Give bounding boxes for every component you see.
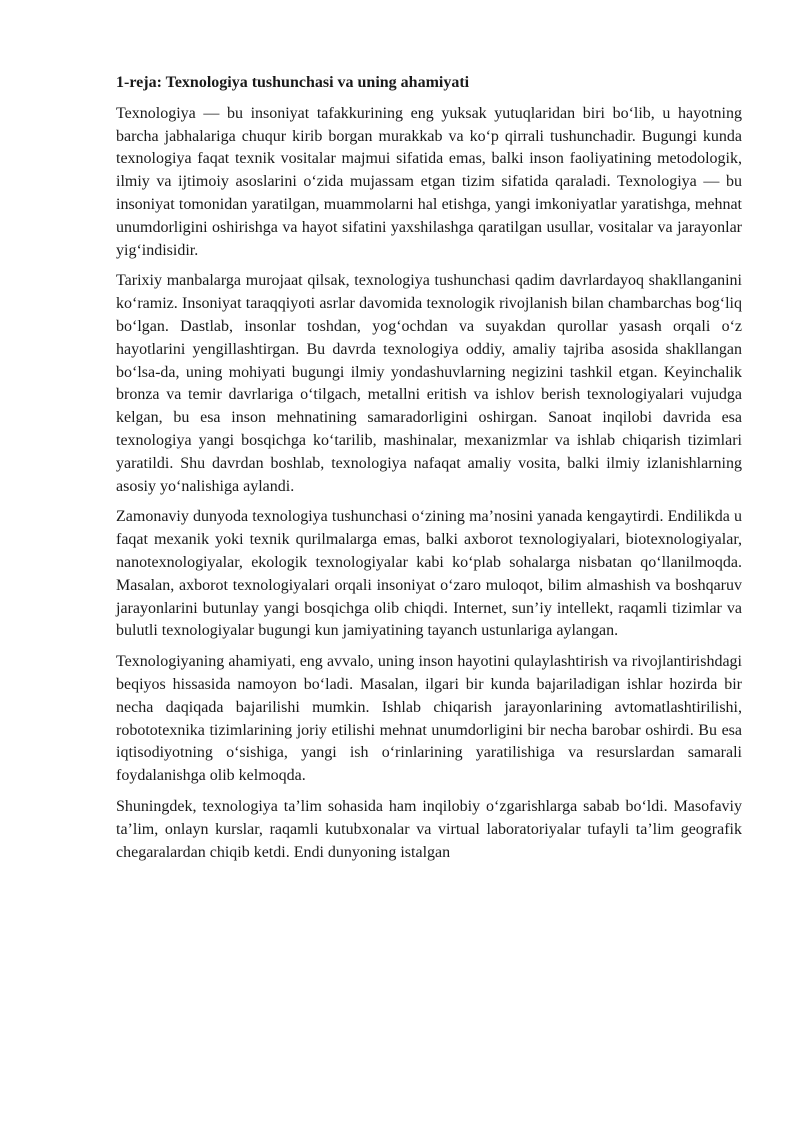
section-heading: 1-reja: Texnologiya tushunchasi va uning ahamiyati [116,74,470,91]
paragraph-education: Shuningdek, texnologiya ta’lim sohasida ham inqilobiy o‘zgarishlarga sabab bo‘ldi. Masofaviy ta’lim, onlayn kurslar, raqamli kutubxonalar va virtual laboratoriyalar tufayli ta’lim geografik chegaralardan chiqib ketdi. Endi dunyoning istalgan [116,797,742,861]
document-page [116,72,742,872]
paragraph-definition: Texnologiya — bu insoniyat tafakkurining eng yuksak yutuqlaridan biri bo‘lib, u hayotning barcha jabhalariga chuqur kirib borgan murakkab va ko‘p qirrali tushunchadir. Bugungi kunda texnologiya faqat texnik vositalar majmui sifatida emas, balki inson faoliyatining metodologik, ilmiy va ijtimoiy asoslarini o‘zida mujassam etgan tizim sifatida qaraladi. Texnologiya — bu insoniyat tomonidan yaratilgan, muammolarni hal etishga, yangi imkoniyatlar yaratishga, mehnat unumdorligini oshirishga va hayot sifatini yaxshilashga qaratilgan usullar, vositalar va jarayonlar yig‘indisidir. [116,104,742,259]
paragraph-history: Tarixiy manbalarga murojaat qilsak, texnologiya tushunchasi qadim davrlardayoq shakllanganini ko‘ramiz. Insoniyat taraqqiyoti asrlar davomida texnologik rivojlanish bilan chambarchas bog‘liq bo‘lgan. Dastlab, insonlar toshdan, yog‘ochdan va suyakdan qurollar yasash orqali o‘z hayotlarini yengillashtirgan. Bu davrda texnologiya oddiy, amaliy tajriba asosida shakllangan bo‘lsa-da, uning mohiyati bugungi ilmiy yondashuvlarning negizini tashkil etgan. Keyinchalik bronza va temir davrlariga o‘tilgach, metallni eritish va ishlov berish texnologiyalari vujudga kelgan, bu esa inson mehnatining samaradorligini oshirgan. Sanoat inqilobi davrida esa texnologiya yangi bosqichga ko‘tarilib, mashinalar, mexanizmlar va ishlab chiqarish tizimlari yaratildi. Shu davrdan boshlab, texnologiya nafaqat amaliy vosita, balki ilmiy izlanishlarning asosiy yo‘nalishiga aylandi. [116,272,742,495]
paragraph-importance: Texnologiyaning ahamiyati, eng avvalo, uning inson hayotini qulaylashtirish va rivojlantirishdagi beqiyos hissasida namoyon bo‘ladi. Masalan, ilgari bir kunda bajariladigan ishlar hozirda bir necha daqiqada bajarilishi mumkin. Ishlab chiqarish jarayonlarining avtomatlashtirilishi, robototexnika tizimlarining joriy etilishi mehnat unumdorligini bir necha barobar oshirdi. Bu esa iqtisodiyotning o‘sishiga, yangi ish o‘rinlarining yaratilishiga va resurslardan samarali foydalanishga olib kelmoqda. [116,653,742,785]
paragraph-modern: Zamonaviy dunyoda texnologiya tushunchasi o‘zining ma’nosini yanada kengaytirdi. Endilikda u faqat mexanik yoki texnik qurilmalarga emas, balki axborot texnologiyalari, biotexnologiyalar, nanotexnologiyalar, ekologik texnologiyalar kabi ko‘plab sohalarga nisbatan qo‘llanilmoqda. Masalan, axborot texnologiyalari orqali insoniyat o‘zaro muloqot, bilim almashish va boshqaruv jarayonlarini butunlay yangi bosqichga olib chiqdi. Internet, sun’iy intellekt, raqamli tizimlar va bulutli texnologiyalar bugungi kun jamiyatining tayanch ustunlariga aylangan. [116,508,742,640]
